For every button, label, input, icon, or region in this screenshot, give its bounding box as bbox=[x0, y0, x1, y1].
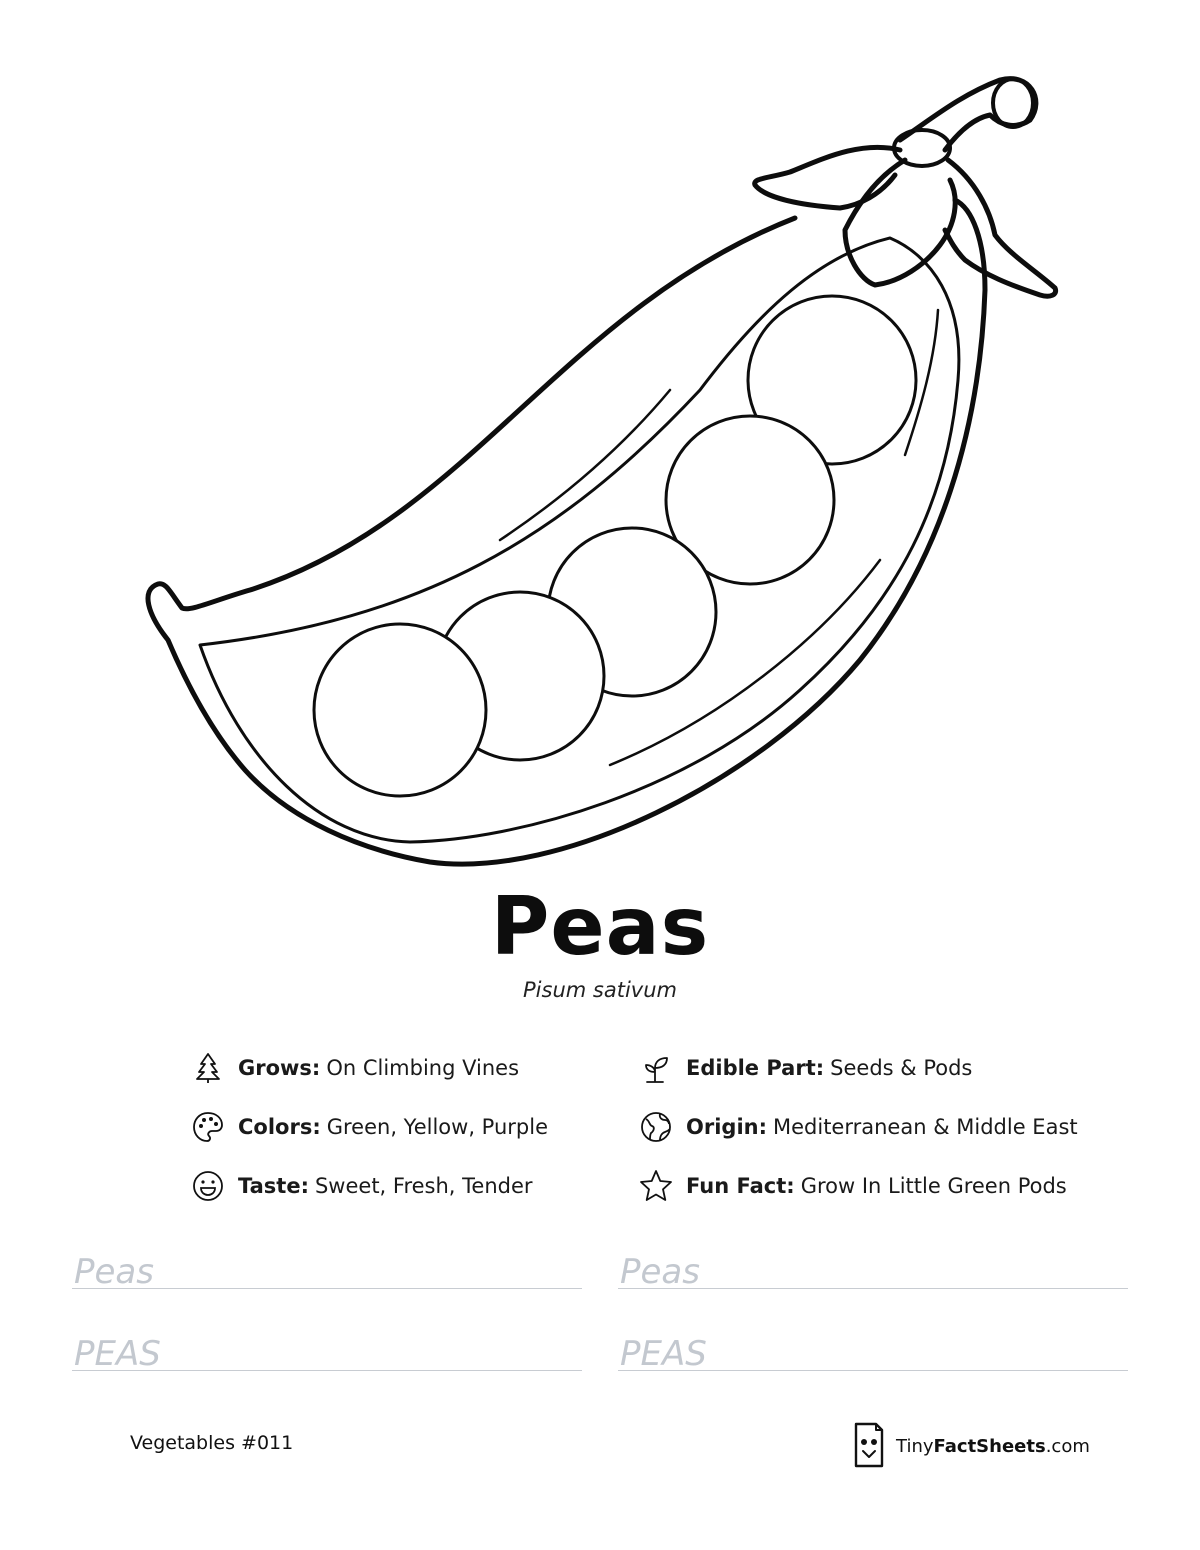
tracing-word: Peas bbox=[620, 1252, 700, 1292]
fact-taste bbox=[190, 1166, 533, 1206]
page-title: Peas bbox=[490, 880, 710, 973]
site-credit bbox=[852, 1420, 1090, 1472]
globe-icon bbox=[638, 1109, 674, 1145]
smile-icon bbox=[190, 1168, 226, 1204]
calyx bbox=[894, 130, 950, 166]
fact-label: Origin: bbox=[686, 1115, 767, 1139]
scientific-name: Pisum sativum bbox=[523, 978, 677, 1002]
stem-end bbox=[993, 79, 1033, 127]
fact-value: Green, Yellow, Purple bbox=[326, 1115, 548, 1139]
fact-label: Colors: bbox=[238, 1115, 321, 1139]
fact-list bbox=[190, 1046, 1110, 1216]
site-url-brand: FactSheets bbox=[933, 1435, 1046, 1457]
sepal-right bbox=[945, 160, 1056, 296]
tracing-line-mixed-right bbox=[618, 1248, 1128, 1292]
tracing-word: PEAS bbox=[74, 1334, 161, 1374]
tracing-line-upper-right bbox=[618, 1330, 1128, 1374]
fact-fun-fact bbox=[638, 1166, 1067, 1206]
fact-colors bbox=[190, 1107, 548, 1147]
palette-icon bbox=[190, 1109, 226, 1145]
pod-detail-line bbox=[500, 390, 670, 540]
site-url-suffix: .com bbox=[1045, 1435, 1090, 1457]
tracing-word: Peas bbox=[74, 1252, 154, 1292]
fact-label: Edible Part: bbox=[686, 1056, 825, 1080]
fact-label: Grows: bbox=[238, 1056, 321, 1080]
fact-value: Sweet, Fresh, Tender bbox=[314, 1174, 533, 1198]
fact-value: On Climbing Vines bbox=[326, 1056, 520, 1080]
fact-value: Grow In Little Green Pods bbox=[800, 1174, 1067, 1198]
pod-stem bbox=[900, 79, 1036, 150]
fact-label: Taste: bbox=[238, 1174, 309, 1198]
pea bbox=[314, 624, 486, 796]
star-icon bbox=[638, 1168, 674, 1204]
fact-origin bbox=[638, 1107, 1078, 1147]
tracing-word: PEAS bbox=[620, 1334, 707, 1374]
site-url-prefix: Tiny bbox=[896, 1435, 934, 1457]
site-url bbox=[896, 1436, 1090, 1457]
fact-sheet-logo-icon bbox=[852, 1420, 886, 1472]
sepal-center bbox=[845, 160, 955, 285]
fact-value: Seeds & Pods bbox=[830, 1056, 973, 1080]
sprout-icon bbox=[638, 1050, 674, 1086]
sepal-left bbox=[755, 147, 900, 208]
fact-edible-part bbox=[638, 1048, 972, 1088]
pea-pod-illustration bbox=[120, 60, 1080, 880]
tracing-line-mixed-left bbox=[72, 1248, 582, 1292]
fact-value: Mediterranean & Middle East bbox=[773, 1115, 1078, 1139]
tracing-line-upper-left bbox=[72, 1330, 582, 1374]
series-label: Vegetables #011 bbox=[130, 1432, 294, 1454]
tree-icon bbox=[190, 1050, 226, 1086]
fact-label: Fun Fact: bbox=[686, 1174, 795, 1198]
fact-grows bbox=[190, 1048, 519, 1088]
